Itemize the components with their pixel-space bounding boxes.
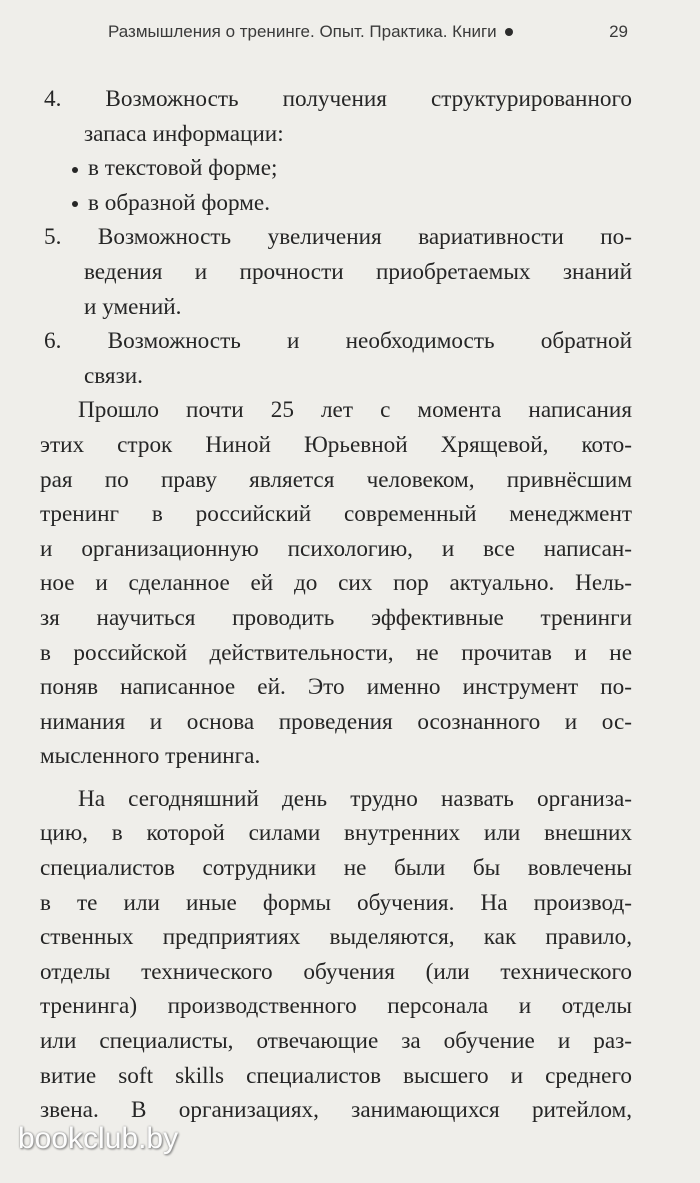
paragraph-line: звена. В организациях, занимающихся ритейлом,	[40, 1097, 632, 1124]
list-item-4-line: запаса информации:	[84, 120, 284, 147]
paragraph-line: специалистов сотрудники не были бы вовлечены	[40, 855, 632, 882]
paragraph-line: На сегодняшний день трудно назвать организа-	[78, 785, 632, 812]
list-item-4-line: 4. Возможность получения структурированного	[44, 86, 632, 112]
page-number: 29	[609, 22, 628, 41]
paragraph-line: и организационную психологию, и все написан-	[40, 535, 632, 562]
bullet-item	[40, 151, 632, 186]
paragraph-line: в те или иные формы обучения. На производ-	[40, 889, 632, 916]
paragraph-line: ственных предприятиях выделяются, как правило,	[40, 924, 632, 951]
list-item-6-line: связи.	[84, 362, 143, 389]
bullet-item-text: в текстовой форме;	[88, 155, 278, 182]
list-item-5-line: 5. Возможность увеличения вариативности по-	[44, 224, 632, 251]
paragraph-line: ное и сделанное ей до сих пор актуально. Нель-	[40, 570, 632, 597]
paragraph-line: или специалисты, отвечающие за обучение и раз-	[40, 1028, 632, 1055]
paragraph-line: поняв написанное ей. Это именно инструмент по-	[40, 674, 632, 701]
paragraph-line: Прошло почти 25 лет с момента написания	[78, 397, 632, 424]
paragraph-line: цию, в которой силами внутренних или внешних	[40, 820, 632, 847]
running-head	[108, 22, 628, 42]
paragraph-line: тренинга) производственного персонала и отделы	[40, 993, 632, 1020]
paragraph-line: этих строк Ниной Юрьевной Хрящевой, кото-	[40, 431, 632, 458]
bullet-item	[40, 186, 632, 221]
list-item-5-line: ведения и прочности приобретаемых знаний	[84, 258, 632, 285]
paragraph-line: нимания и основа проведения осознанного и ос-	[40, 708, 632, 735]
watermark: bookclub.by	[18, 1122, 179, 1155]
paragraph-line: зя научиться проводить эффективные тренинги	[40, 604, 632, 631]
list-item-5-line: и умений.	[84, 293, 182, 320]
paragraph-line: в российской действительности, не прочитав и не	[40, 639, 632, 666]
bullet-dot-icon	[72, 167, 78, 173]
running-title: Размышления о тренинге. Опыт. Практика. Книги	[108, 22, 497, 41]
list-item-6-line: 6. Возможность и необходимость обратной	[44, 328, 632, 355]
bullet-item-text: в образной форме.	[88, 189, 271, 216]
bullet-icon	[505, 28, 513, 36]
paragraph-gap	[40, 774, 632, 782]
paragraph-line: рая по праву является человеком, привнёсшим	[40, 466, 632, 493]
paragraph-line: тренинг в российский современный менеджмент	[40, 501, 632, 528]
paragraph-line: мысленного тренинга.	[40, 743, 261, 770]
paragraph-line: витие soft skills специалистов высшего и среднего	[40, 1062, 632, 1089]
body-text	[40, 82, 632, 1128]
bullet-dot-icon	[72, 201, 78, 207]
paragraph-line: отделы технического обучения (или технического	[40, 958, 632, 985]
